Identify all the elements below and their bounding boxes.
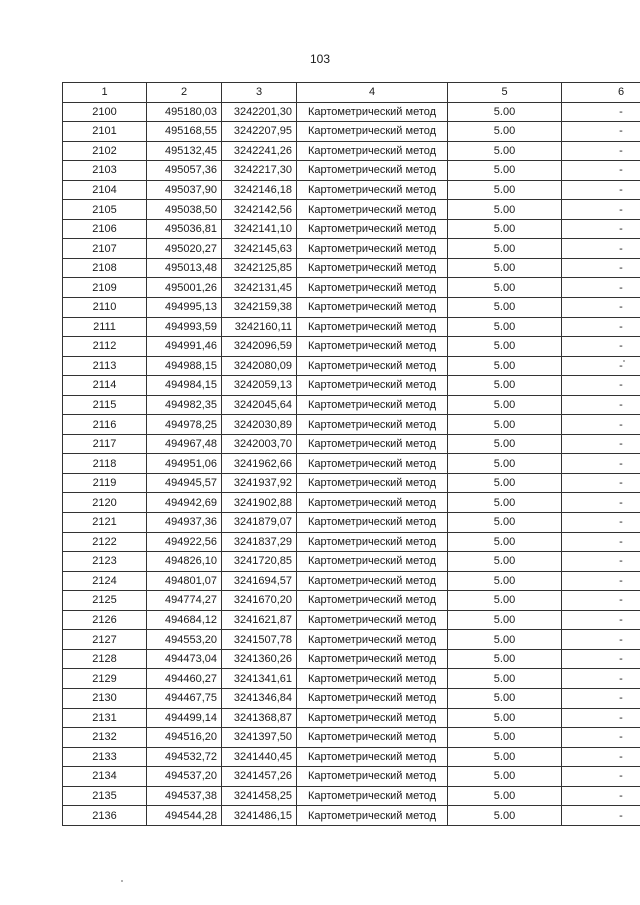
y-coordinate-cell: 3241486,15 <box>222 806 297 826</box>
accuracy-cell: 5.00 <box>448 337 562 357</box>
table-row <box>63 415 640 435</box>
x-coordinate-cell: 495168,55 <box>147 122 222 142</box>
method-cell: Картометрический метод <box>297 708 448 728</box>
x-coordinate-cell: 494995,13 <box>147 298 222 318</box>
x-coordinate-cell: 495001,26 <box>147 278 222 298</box>
point-number-cell: 2100 <box>63 102 147 122</box>
table-row <box>63 102 640 122</box>
note-cell: - <box>562 767 640 787</box>
method-cell: Картометрический метод <box>297 219 448 239</box>
table-row <box>63 513 640 533</box>
y-coordinate-cell: 3241440,45 <box>222 747 297 767</box>
table-row <box>63 180 640 200</box>
table-header-row <box>63 83 640 103</box>
accuracy-cell: 5.00 <box>448 767 562 787</box>
note-cell: - <box>562 141 640 161</box>
note-cell: - <box>562 415 640 435</box>
point-number-cell: 2134 <box>63 767 147 787</box>
table-row <box>63 317 640 337</box>
x-coordinate-cell: 494951,06 <box>147 454 222 474</box>
point-number-cell: 2112 <box>63 337 147 357</box>
y-coordinate-cell: 3242030,89 <box>222 415 297 435</box>
method-cell: Картометрический метод <box>297 337 448 357</box>
method-cell: Картометрический метод <box>297 571 448 591</box>
coordinates-table <box>62 82 640 826</box>
y-coordinate-cell: 3242145,63 <box>222 239 297 259</box>
method-cell: Картометрический метод <box>297 180 448 200</box>
x-coordinate-cell: 495037,90 <box>147 180 222 200</box>
point-number-cell: 2130 <box>63 688 147 708</box>
point-number-cell: 2106 <box>63 219 147 239</box>
point-number-cell: 2115 <box>63 395 147 415</box>
table-row <box>63 688 640 708</box>
point-number-cell: 2105 <box>63 200 147 220</box>
accuracy-cell: 5.00 <box>448 806 562 826</box>
method-cell: Картометрический метод <box>297 102 448 122</box>
point-number-cell: 2133 <box>63 747 147 767</box>
table-row <box>63 552 640 572</box>
accuracy-cell: 5.00 <box>448 219 562 239</box>
method-cell: Картометрический метод <box>297 513 448 533</box>
note-cell: - <box>562 728 640 748</box>
y-coordinate-cell: 3241346,84 <box>222 688 297 708</box>
table-row <box>63 141 640 161</box>
x-coordinate-cell: 494537,20 <box>147 767 222 787</box>
method-cell: Картометрический метод <box>297 122 448 142</box>
note-cell: - <box>562 688 640 708</box>
note-cell: - <box>562 473 640 493</box>
x-coordinate-cell: 494532,72 <box>147 747 222 767</box>
x-coordinate-cell: 494984,15 <box>147 376 222 396</box>
method-cell: Картометрический метод <box>297 767 448 787</box>
column-header: 4 <box>297 83 448 103</box>
point-number-cell: 2103 <box>63 161 147 181</box>
method-cell: Картометрический метод <box>297 806 448 826</box>
accuracy-cell: 5.00 <box>448 239 562 259</box>
table-row <box>63 298 640 318</box>
method-cell: Картометрический метод <box>297 473 448 493</box>
point-number-cell: 2121 <box>63 513 147 533</box>
x-coordinate-cell: 494467,75 <box>147 688 222 708</box>
x-coordinate-cell: 495036,81 <box>147 219 222 239</box>
y-coordinate-cell: 3241962,66 <box>222 454 297 474</box>
table-row <box>63 454 640 474</box>
method-cell: Картометрический метод <box>297 141 448 161</box>
x-coordinate-cell: 495132,45 <box>147 141 222 161</box>
y-coordinate-cell: 3241397,50 <box>222 728 297 748</box>
x-coordinate-cell: 494967,48 <box>147 434 222 454</box>
accuracy-cell: 5.00 <box>448 122 562 142</box>
point-number-cell: 2111 <box>63 317 147 337</box>
method-cell: Картометрический метод <box>297 454 448 474</box>
column-header: 2 <box>147 83 222 103</box>
y-coordinate-cell: 3242080,09 <box>222 356 297 376</box>
accuracy-cell: 5.00 <box>448 610 562 630</box>
point-number-cell: 2127 <box>63 630 147 650</box>
method-cell: Картометрический метод <box>297 493 448 513</box>
table-row <box>63 591 640 611</box>
y-coordinate-cell: 3242131,45 <box>222 278 297 298</box>
table-row <box>63 356 640 376</box>
method-cell: Картометрический метод <box>297 688 448 708</box>
method-cell: Картометрический метод <box>297 786 448 806</box>
y-coordinate-cell: 3241937,92 <box>222 473 297 493</box>
accuracy-cell: 5.00 <box>448 473 562 493</box>
point-number-cell: 2128 <box>63 649 147 669</box>
y-coordinate-cell: 3242159,38 <box>222 298 297 318</box>
point-number-cell: 2135 <box>63 786 147 806</box>
x-coordinate-cell: 494774,27 <box>147 591 222 611</box>
accuracy-cell: 5.00 <box>448 180 562 200</box>
y-coordinate-cell: 3241341,61 <box>222 669 297 689</box>
table-row <box>63 337 640 357</box>
method-cell: Картометрический метод <box>297 200 448 220</box>
y-coordinate-cell: 3242146,18 <box>222 180 297 200</box>
table-row <box>63 532 640 552</box>
y-coordinate-cell: 3241360,26 <box>222 649 297 669</box>
note-cell: - <box>562 454 640 474</box>
x-coordinate-cell: 494537,38 <box>147 786 222 806</box>
table-row <box>63 122 640 142</box>
column-header: 1 <box>63 83 147 103</box>
point-number-cell: 2124 <box>63 571 147 591</box>
point-number-cell: 2123 <box>63 552 147 572</box>
note-cell: - <box>562 591 640 611</box>
method-cell: Картометрический метод <box>297 649 448 669</box>
accuracy-cell: 5.00 <box>448 513 562 533</box>
note-cell: - <box>562 532 640 552</box>
table-row <box>63 493 640 513</box>
point-number-cell: 2107 <box>63 239 147 259</box>
accuracy-cell: 5.00 <box>448 493 562 513</box>
column-header: 6 <box>562 83 640 103</box>
table-row <box>63 747 640 767</box>
x-coordinate-cell: 494516,20 <box>147 728 222 748</box>
note-cell: - <box>562 434 640 454</box>
note-cell: - <box>562 356 640 376</box>
point-number-cell: 2120 <box>63 493 147 513</box>
note-cell: - <box>562 395 640 415</box>
note-cell: - <box>562 708 640 728</box>
x-coordinate-cell: 495013,48 <box>147 258 222 278</box>
x-coordinate-cell: 494801,07 <box>147 571 222 591</box>
x-coordinate-cell: 494684,12 <box>147 610 222 630</box>
method-cell: Картометрический метод <box>297 434 448 454</box>
y-coordinate-cell: 3242217,30 <box>222 161 297 181</box>
accuracy-cell: 5.00 <box>448 356 562 376</box>
point-number-cell: 2125 <box>63 591 147 611</box>
note-cell: - <box>562 493 640 513</box>
table-row <box>63 473 640 493</box>
accuracy-cell: 5.00 <box>448 786 562 806</box>
note-cell: - <box>562 239 640 259</box>
x-coordinate-cell: 494544,28 <box>147 806 222 826</box>
method-cell: Картометрический метод <box>297 669 448 689</box>
y-coordinate-cell: 3241902,88 <box>222 493 297 513</box>
accuracy-cell: 5.00 <box>448 571 562 591</box>
method-cell: Картометрический метод <box>297 278 448 298</box>
y-coordinate-cell: 3241670,20 <box>222 591 297 611</box>
accuracy-cell: 5.00 <box>448 630 562 650</box>
x-coordinate-cell: 494473,04 <box>147 649 222 669</box>
accuracy-cell: 5.00 <box>448 708 562 728</box>
point-number-cell: 2132 <box>63 728 147 748</box>
method-cell: Картометрический метод <box>297 630 448 650</box>
accuracy-cell: 5.00 <box>448 278 562 298</box>
accuracy-cell: 5.00 <box>448 298 562 318</box>
x-coordinate-cell: 494988,15 <box>147 356 222 376</box>
x-coordinate-cell: 495180,03 <box>147 102 222 122</box>
note-cell: - <box>562 806 640 826</box>
accuracy-cell: 5.00 <box>448 454 562 474</box>
table-row <box>63 786 640 806</box>
accuracy-cell: 5.00 <box>448 258 562 278</box>
accuracy-cell: 5.00 <box>448 434 562 454</box>
method-cell: Картометрический метод <box>297 552 448 572</box>
table-row <box>63 669 640 689</box>
method-cell: Картометрический метод <box>297 415 448 435</box>
x-coordinate-cell: 494499,14 <box>147 708 222 728</box>
table-row <box>63 239 640 259</box>
point-number-cell: 2126 <box>63 610 147 630</box>
y-coordinate-cell: 3242201,30 <box>222 102 297 122</box>
accuracy-cell: 5.00 <box>448 747 562 767</box>
x-coordinate-cell: 494982,35 <box>147 395 222 415</box>
accuracy-cell: 5.00 <box>448 669 562 689</box>
table-row <box>63 376 640 396</box>
table-row <box>63 258 640 278</box>
scan-speck <box>623 360 625 362</box>
accuracy-cell: 5.00 <box>448 161 562 181</box>
point-number-cell: 2136 <box>63 806 147 826</box>
y-coordinate-cell: 3241879,07 <box>222 513 297 533</box>
method-cell: Картометрический метод <box>297 747 448 767</box>
note-cell: - <box>562 122 640 142</box>
accuracy-cell: 5.00 <box>448 591 562 611</box>
y-coordinate-cell: 3242096,59 <box>222 337 297 357</box>
note-cell: - <box>562 317 640 337</box>
table-row <box>63 610 640 630</box>
method-cell: Картометрический метод <box>297 728 448 748</box>
point-number-cell: 2110 <box>63 298 147 318</box>
y-coordinate-cell: 3241507,78 <box>222 630 297 650</box>
y-coordinate-cell: 3242160,11 <box>222 317 297 337</box>
y-coordinate-cell: 3241457,26 <box>222 767 297 787</box>
y-coordinate-cell: 3242141,10 <box>222 219 297 239</box>
note-cell: - <box>562 376 640 396</box>
note-cell: - <box>562 747 640 767</box>
method-cell: Картометрический метод <box>297 591 448 611</box>
point-number-cell: 2114 <box>63 376 147 396</box>
accuracy-cell: 5.00 <box>448 532 562 552</box>
x-coordinate-cell: 494945,57 <box>147 473 222 493</box>
y-coordinate-cell: 3242045,64 <box>222 395 297 415</box>
accuracy-cell: 5.00 <box>448 415 562 435</box>
table-row <box>63 219 640 239</box>
x-coordinate-cell: 495057,36 <box>147 161 222 181</box>
method-cell: Картометрический метод <box>297 258 448 278</box>
table-row <box>63 161 640 181</box>
y-coordinate-cell: 3242125,85 <box>222 258 297 278</box>
note-cell: - <box>562 200 640 220</box>
method-cell: Картометрический метод <box>297 610 448 630</box>
note-cell: - <box>562 161 640 181</box>
y-coordinate-cell: 3242241,26 <box>222 141 297 161</box>
y-coordinate-cell: 3241621,87 <box>222 610 297 630</box>
method-cell: Картометрический метод <box>297 532 448 552</box>
point-number-cell: 2118 <box>63 454 147 474</box>
point-number-cell: 2109 <box>63 278 147 298</box>
note-cell: - <box>562 258 640 278</box>
table-row <box>63 708 640 728</box>
table-row <box>63 200 640 220</box>
point-number-cell: 2108 <box>63 258 147 278</box>
note-cell: - <box>562 278 640 298</box>
accuracy-cell: 5.00 <box>448 376 562 396</box>
table-row <box>63 806 640 826</box>
accuracy-cell: 5.00 <box>448 102 562 122</box>
point-number-cell: 2104 <box>63 180 147 200</box>
accuracy-cell: 5.00 <box>448 552 562 572</box>
table-row <box>63 278 640 298</box>
accuracy-cell: 5.00 <box>448 728 562 748</box>
note-cell: - <box>562 337 640 357</box>
accuracy-cell: 5.00 <box>448 649 562 669</box>
x-coordinate-cell: 494942,69 <box>147 493 222 513</box>
x-coordinate-cell: 494826,10 <box>147 552 222 572</box>
method-cell: Картометрический метод <box>297 298 448 318</box>
page-number: 103 <box>309 52 331 66</box>
accuracy-cell: 5.00 <box>448 141 562 161</box>
y-coordinate-cell: 3242207,95 <box>222 122 297 142</box>
method-cell: Картометрический метод <box>297 376 448 396</box>
table-row <box>63 395 640 415</box>
column-header: 5 <box>448 83 562 103</box>
y-coordinate-cell: 3242003,70 <box>222 434 297 454</box>
x-coordinate-cell: 494922,56 <box>147 532 222 552</box>
note-cell: - <box>562 552 640 572</box>
x-coordinate-cell: 494993,59 <box>147 317 222 337</box>
note-cell: - <box>562 786 640 806</box>
y-coordinate-cell: 3241368,87 <box>222 708 297 728</box>
point-number-cell: 2101 <box>63 122 147 142</box>
table-row <box>63 649 640 669</box>
note-cell: - <box>562 298 640 318</box>
note-cell: - <box>562 610 640 630</box>
note-cell: - <box>562 513 640 533</box>
note-cell: - <box>562 630 640 650</box>
accuracy-cell: 5.00 <box>448 200 562 220</box>
method-cell: Картометрический метод <box>297 239 448 259</box>
x-coordinate-cell: 494553,20 <box>147 630 222 650</box>
note-cell: - <box>562 102 640 122</box>
x-coordinate-cell: 495038,50 <box>147 200 222 220</box>
table-body <box>63 102 640 825</box>
note-cell: - <box>562 571 640 591</box>
column-header: 3 <box>222 83 297 103</box>
point-number-cell: 2117 <box>63 434 147 454</box>
point-number-cell: 2131 <box>63 708 147 728</box>
accuracy-cell: 5.00 <box>448 688 562 708</box>
y-coordinate-cell: 3241837,29 <box>222 532 297 552</box>
method-cell: Картометрический метод <box>297 161 448 181</box>
table-row <box>63 728 640 748</box>
point-number-cell: 2116 <box>63 415 147 435</box>
method-cell: Картометрический метод <box>297 356 448 376</box>
table-row <box>63 434 640 454</box>
x-coordinate-cell: 494460,27 <box>147 669 222 689</box>
method-cell: Картометрический метод <box>297 317 448 337</box>
note-cell: - <box>562 669 640 689</box>
point-number-cell: 2129 <box>63 669 147 689</box>
note-cell: - <box>562 219 640 239</box>
table-row <box>63 767 640 787</box>
x-coordinate-cell: 495020,27 <box>147 239 222 259</box>
x-coordinate-cell: 494978,25 <box>147 415 222 435</box>
accuracy-cell: 5.00 <box>448 395 562 415</box>
y-coordinate-cell: 3242142,56 <box>222 200 297 220</box>
y-coordinate-cell: 3241458,25 <box>222 786 297 806</box>
x-coordinate-cell: 494991,46 <box>147 337 222 357</box>
table-row <box>63 630 640 650</box>
note-cell: - <box>562 180 640 200</box>
point-number-cell: 2122 <box>63 532 147 552</box>
table-row <box>63 571 640 591</box>
method-cell: Картометрический метод <box>297 395 448 415</box>
accuracy-cell: 5.00 <box>448 317 562 337</box>
scan-speck <box>121 880 123 882</box>
point-number-cell: 2102 <box>63 141 147 161</box>
point-number-cell: 2119 <box>63 473 147 493</box>
x-coordinate-cell: 494937,36 <box>147 513 222 533</box>
y-coordinate-cell: 3242059,13 <box>222 376 297 396</box>
note-cell: - <box>562 649 640 669</box>
point-number-cell: 2113 <box>63 356 147 376</box>
y-coordinate-cell: 3241694,57 <box>222 571 297 591</box>
y-coordinate-cell: 3241720,85 <box>222 552 297 572</box>
